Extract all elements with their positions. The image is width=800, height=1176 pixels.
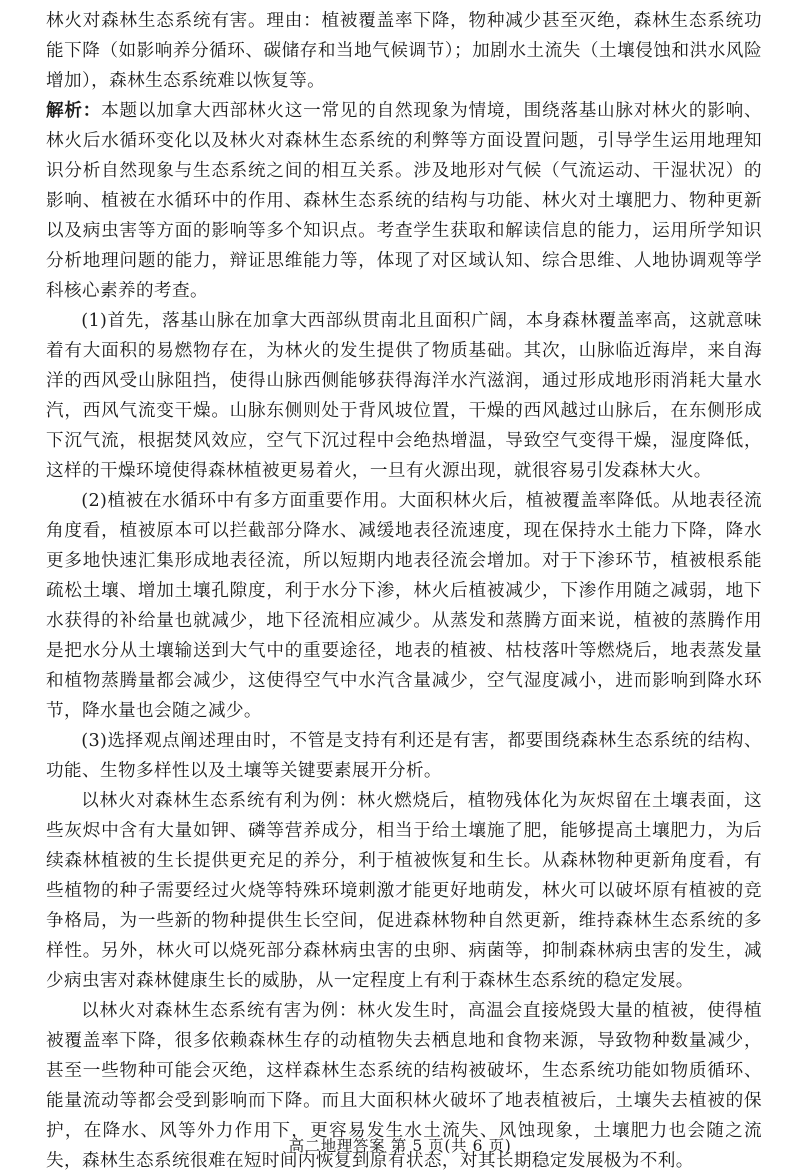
- analysis-text: 本题以加拿大西部林火这一常见的自然现象为情境，围绕落基山脉对林火的影响、林火后水循环变化以及林火对森林生态系统的利弊等方面设置问题，引导学生运用地理知识分析自然现象与生态系统之间的相互关系。涉及地形对气候（气流运动、干湿状况）的影响、植被在水循环中的作用、森林生态系统的结构与功能、林火对土壤肥力、物种更新以及病虫害等方面的影响等多个知识点。考查学生获取和解读信息的能力，运用所学知识分析地理问题的能力，辩证思维能力等，体现了对区域认知、综合思维、人地协调观等学科核心素养的考查。: [46, 101, 762, 301]
- answer-3-paragraph: (3)选择观点阐述理由时，不管是支持有利还是有害，都要围绕森林生态系统的结构、功能、生物多样性以及土壤等关键要素展开分析。: [46, 731, 762, 781]
- analysis-label: 解析：: [46, 101, 102, 121]
- harmful-view-paragraph: 以林火对森林生态系统有害为例：林火发生时，高温会直接烧毁大量的植被，使得植被覆盖率下降，很多依赖森林生存的动植物失去栖息地和食物来源，导致物种数量减少，甚至一些物种可能会灭绝，这样森林生态系统的结构被破坏，生态系统功能如物质循环、能量流动等都会受到影响而下降。而且大面积林火破坏了地表植被后，土壤失去植被的保护，在降水、风等外力作用下，更容易发生水土流失、风蚀现象，土壤肥力也会随之流失，森林生态系统很难在短时间内恢复到原有状态，对其长期稳定发展极为不利。: [46, 1001, 762, 1171]
- answer-2-paragraph: (2)植被在水循环中有多方面重要作用。大面积林火后，植被覆盖率降低。从地表径流角度看，植被原本可以拦截部分降水、减缓地表径流速度，现在保持水土能力下降，降水更多地快速汇集形成地表径流，所以短期内地表径流会增加。对于下渗环节，植被根系能疏松土壤、增加土壤孔隙度，利于水分下渗，林火后植被减少，下渗作用随之减弱，地下水获得的补给量也就减少，地下径流相应减少。从蒸发和蒸腾方面来说，植被的蒸腾作用是把水分从土壤输送到大气中的重要途径，地表的植被、枯枝落叶等燃烧后，地表蒸发量和植物蒸腾量都会减少，这使得空气中水汽含量减少，空气湿度减小，进而影响到降水环节，降水量也会随之减少。: [46, 491, 762, 721]
- analysis-paragraph: [46, 96, 762, 306]
- answer-1-paragraph: (1)首先，落基山脉在加拿大西部纵贯南北且面积广阔，本身森林覆盖率高，这就意味着有大面积的易燃物存在，为林火的发生提供了物质基础。其次，山脉临近海岸，来自海洋的西风受山脉阻挡，使得山脉西侧能够获得海洋水汽滋润，通过形成地形雨消耗大量水汽，西风气流变干燥。山脉东侧则处于背风坡位置，干燥的西风越过山脉后，在东侧形成下沉气流，根据焚风效应，空气下沉过程中会绝热增温，导致空气变得干燥，湿度降低，这样的干燥环境使得森林植被更易着火，一旦有火源出现，就很容易引发森林大火。: [46, 311, 762, 481]
- page-footer: 高二地理答案 第 5 页(共 6 页): [288, 1137, 512, 1155]
- beneficial-view-paragraph: 以林火对森林生态系统有利为例：林火燃烧后，植物残体化为灰烬留在土壤表面，这些灰烬中含有大量如钾、磷等营养成分，相当于给土壤施了肥，能够提高土壤肥力，为后续森林植被的生长提供更充足的养分，利于植被恢复和生长。从森林物种更新角度看，有些植物的种子需要经过火烧等特殊环境刺激才能更好地萌发，林火可以破坏原有植被的竞争格局，为一些新的物种提供生长空间，促进森林物种自然更新，维持森林生态系统的多样性。另外，林火可以烧死部分森林病虫害的虫卵、病菌等，抑制森林病虫害的发生，减少病虫害对森林健康生长的威胁，从一定程度上有利于森林生态系统的稳定发展。: [46, 791, 762, 991]
- answer-page: [46, 6, 762, 1176]
- intro-answer: 林火对森林生态系统有害。理由：植被覆盖率下降，物种减少甚至灭绝，森林生态系统功能下降（如影响养分循环、碳储存和当地气候调节）；加剧水土流失（土壤侵蚀和洪水风险增加），森林生态系统难以恢复等。: [46, 11, 762, 91]
